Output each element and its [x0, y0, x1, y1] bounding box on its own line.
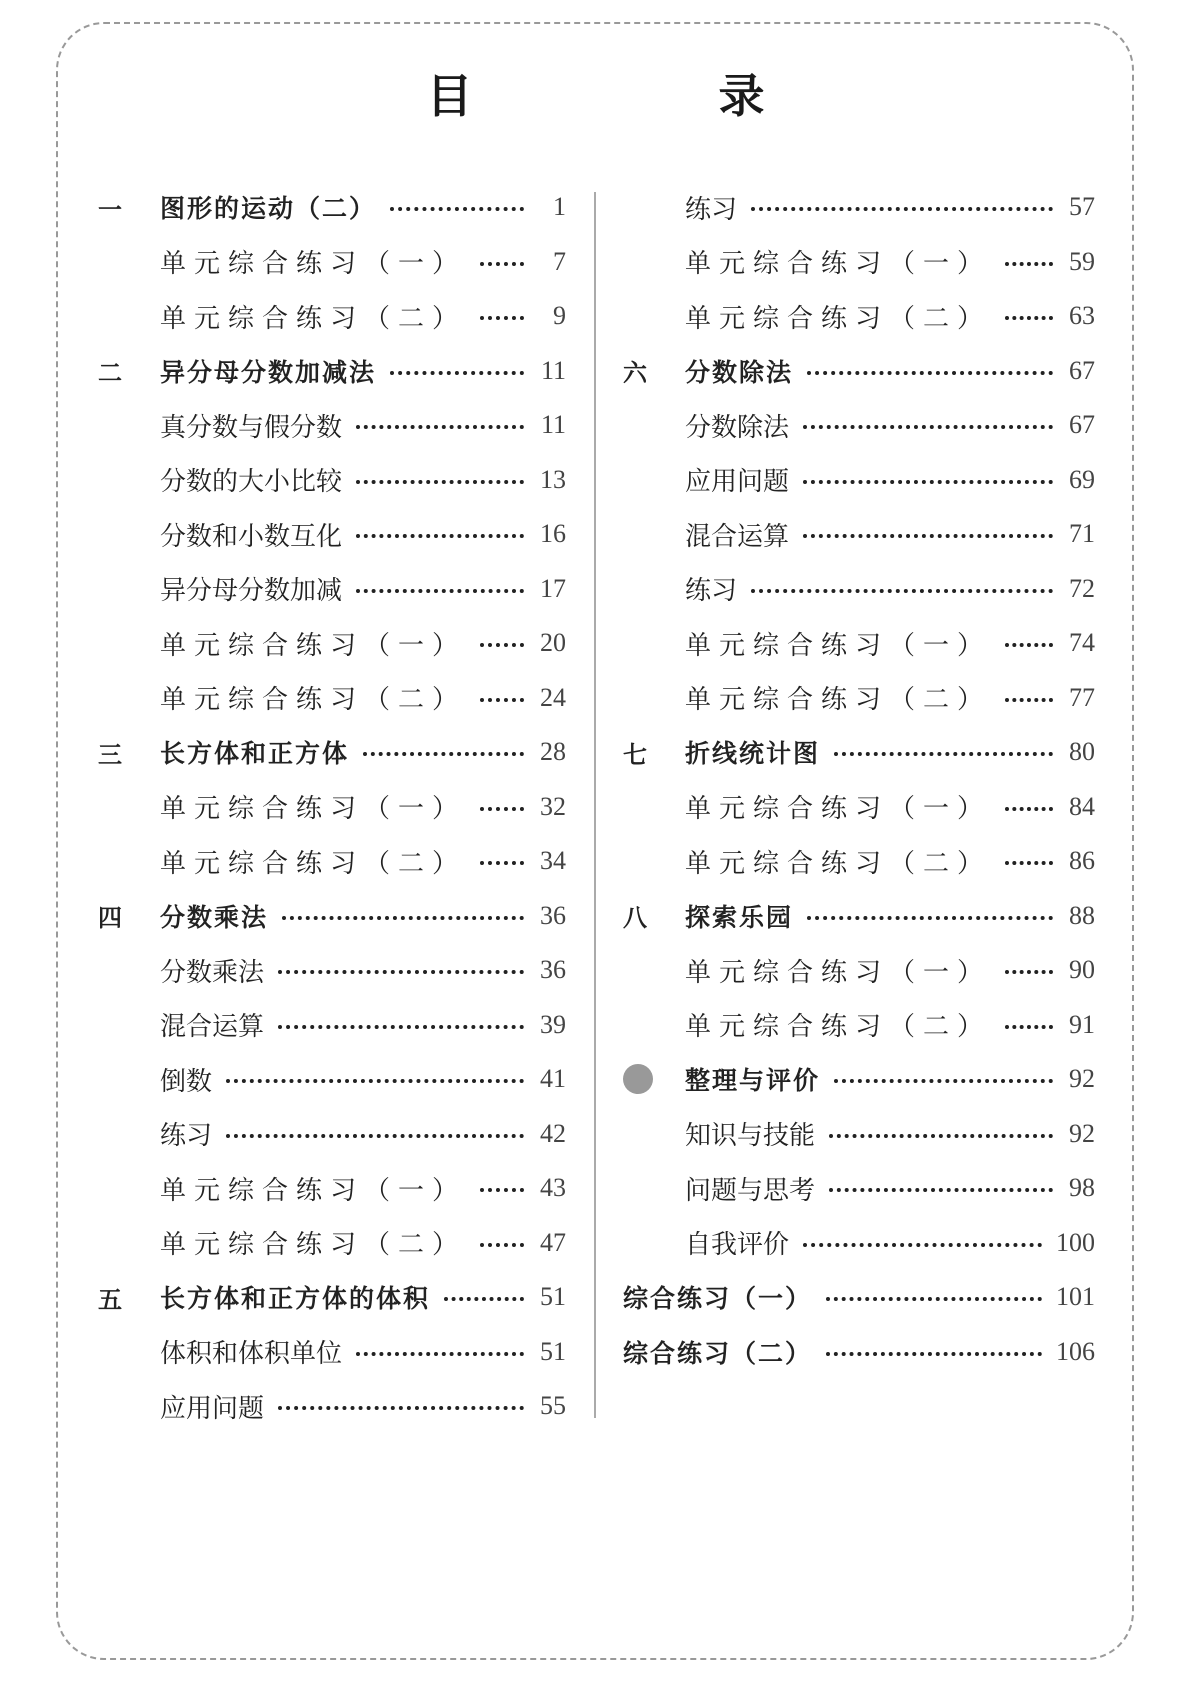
toc-entry[interactable] [98, 344, 566, 399]
leader-dots [834, 1079, 1053, 1083]
entry-title: 混合运算 [160, 1012, 265, 1043]
page-number: 20 [540, 628, 566, 658]
toc-entry[interactable] [98, 453, 566, 508]
leader-dots [1005, 262, 1053, 266]
leader-dots [829, 1188, 1053, 1192]
page-number: 69 [1069, 464, 1095, 494]
page-number: 17 [540, 573, 566, 603]
entry-title: 整理与评价 [685, 1066, 821, 1096]
page-number: 91 [1069, 1009, 1095, 1039]
toc-entry[interactable] [98, 1161, 566, 1216]
toc-entry[interactable] [98, 235, 566, 290]
toc-entry[interactable] [98, 1270, 566, 1325]
page-number: 77 [1069, 682, 1095, 712]
entry-title: 图形的运动（二） [160, 194, 377, 224]
entry-title: 长方体和正方体 [160, 739, 350, 769]
page-number: 86 [1069, 846, 1095, 876]
leader-dots [1005, 807, 1053, 811]
page-number: 101 [1056, 1282, 1095, 1312]
page-number: 32 [540, 791, 566, 821]
page-number: 42 [540, 1118, 566, 1148]
entry-title: 异分母分数加减法 [160, 357, 377, 387]
toc-entry[interactable] [98, 562, 566, 617]
toc-entry[interactable] [98, 180, 566, 235]
toc-entry[interactable] [623, 1161, 1095, 1216]
page-number: 57 [1069, 192, 1095, 222]
toc-entry[interactable] [98, 725, 566, 780]
page-number: 43 [540, 1173, 566, 1203]
page-number: 51 [540, 1282, 566, 1312]
entry-title: 知识与技能 [685, 1121, 816, 1152]
entry-title: 自我评价 [685, 1230, 790, 1261]
leader-dots [1005, 698, 1053, 702]
leader-dots [480, 316, 524, 320]
toc-entry[interactable] [623, 507, 1095, 562]
toc-entry[interactable] [98, 834, 566, 889]
page-number: 92 [1069, 1118, 1095, 1148]
toc-entry[interactable] [98, 616, 566, 671]
entry-title: 单元综合练习（一） [685, 249, 992, 280]
entry-title: 体积和体积单位 [160, 1339, 343, 1370]
entry-title: 单元综合练习（二） [685, 685, 992, 716]
toc-entry[interactable] [623, 780, 1095, 835]
entry-title: 练习 [685, 576, 738, 607]
leader-dots [803, 1243, 1042, 1247]
page-number: 51 [540, 1336, 566, 1366]
leader-dots [1005, 970, 1053, 974]
page-number: 63 [1069, 301, 1095, 331]
toc-entry[interactable] [623, 1107, 1095, 1162]
leader-dots [278, 1025, 524, 1029]
page-number: 13 [540, 464, 566, 494]
entry-title: 单元综合练习（二） [160, 685, 467, 716]
toc-entry[interactable] [98, 289, 566, 344]
toc-entry[interactable] [98, 1379, 566, 1434]
leader-dots [390, 207, 524, 211]
leader-dots [226, 1134, 524, 1138]
page-number: 55 [540, 1391, 566, 1421]
entry-title: 单元综合练习（一） [685, 630, 992, 661]
entry-title: 应用问题 [160, 1393, 265, 1424]
leader-dots [480, 1243, 524, 1247]
entry-title: 综合练习（二） [623, 1338, 813, 1368]
toc-entry[interactable] [623, 943, 1095, 998]
toc-entry[interactable] [623, 344, 1095, 399]
leader-dots [356, 534, 524, 538]
entry-title: 混合运算 [685, 521, 790, 552]
toc-entry[interactable] [98, 1325, 566, 1380]
entry-title: 问题与思考 [685, 1175, 816, 1206]
toc-entry[interactable] [98, 780, 566, 835]
entry-title: 应用问题 [685, 467, 790, 498]
page-number: 1 [553, 192, 566, 222]
toc-entry[interactable] [623, 889, 1095, 944]
toc-entry[interactable] [98, 507, 566, 562]
toc-entry[interactable] [98, 943, 566, 998]
leader-dots [444, 1297, 524, 1301]
toc-entry[interactable] [623, 180, 1095, 235]
entry-title: 练习 [685, 194, 738, 225]
leader-dots [1005, 643, 1053, 647]
leader-dots [480, 698, 524, 702]
toc-entry[interactable] [623, 725, 1095, 780]
page-number: 24 [540, 682, 566, 712]
leader-dots [803, 480, 1053, 484]
toc-entry[interactable] [623, 998, 1095, 1053]
page-number: 11 [540, 410, 566, 440]
entry-title: 探索乐园 [685, 902, 794, 932]
leader-dots [226, 1079, 524, 1083]
leader-dots [480, 807, 524, 811]
leader-dots [356, 425, 524, 429]
page-number: 59 [1069, 246, 1095, 276]
toc-entry[interactable] [98, 998, 566, 1053]
page-number: 80 [1069, 737, 1095, 767]
leader-dots [356, 589, 524, 593]
chapter-number: 二 [98, 359, 122, 388]
entry-title: 单元综合练习（二） [685, 303, 992, 334]
page-number: 84 [1069, 791, 1095, 821]
page-number: 36 [540, 955, 566, 985]
page-number: 41 [540, 1064, 566, 1094]
leader-dots [356, 480, 524, 484]
entry-title: 折线统计图 [685, 739, 821, 769]
page-title: 目 录 [426, 69, 865, 123]
entry-title: 综合练习（一） [623, 1284, 813, 1314]
page-number: 36 [540, 900, 566, 930]
toc-entry[interactable] [623, 235, 1095, 290]
leader-dots [480, 643, 524, 647]
page-number: 72 [1069, 573, 1095, 603]
leader-dots [826, 1297, 1042, 1301]
page-number: 67 [1069, 355, 1095, 385]
toc-entry[interactable] [623, 1216, 1095, 1271]
entry-title: 单元综合练习（一） [160, 1175, 467, 1206]
entry-title: 单元综合练习（一） [160, 249, 467, 280]
chapter-number: 七 [623, 740, 647, 769]
page-number: 16 [540, 519, 566, 549]
page-number: 100 [1056, 1227, 1095, 1257]
entry-title: 分数除法 [685, 357, 794, 387]
toc-entry[interactable] [98, 1107, 566, 1162]
entry-title: 真分数与假分数 [160, 412, 343, 443]
leader-dots [1005, 316, 1053, 320]
entry-title: 倒数 [160, 1066, 213, 1097]
leader-dots [807, 916, 1053, 920]
page-number: 106 [1056, 1336, 1095, 1366]
entry-title: 单元综合练习（二） [160, 848, 467, 879]
toc-right-column [623, 180, 1095, 1379]
leader-dots [363, 752, 524, 756]
toc-entry[interactable] [98, 398, 566, 453]
entry-title: 分数除法 [685, 412, 790, 443]
leader-dots [826, 1352, 1042, 1356]
leader-dots [1005, 861, 1053, 865]
page-number: 98 [1069, 1173, 1095, 1203]
leader-dots [356, 1352, 524, 1356]
page-number: 34 [540, 846, 566, 876]
entry-title: 单元综合练习（一） [160, 794, 467, 825]
toc-entry[interactable] [623, 453, 1095, 508]
column-divider [594, 192, 596, 1418]
page-number: 47 [540, 1227, 566, 1257]
entry-title: 单元综合练习（一） [685, 957, 992, 988]
toc-entry[interactable] [623, 289, 1095, 344]
toc-left-column [98, 180, 566, 1434]
page-number: 9 [553, 301, 566, 331]
entry-title: 异分母分数加减 [160, 576, 343, 607]
toc-entry[interactable] [623, 834, 1095, 889]
leader-dots [1005, 1025, 1053, 1029]
toc-entry[interactable] [98, 671, 566, 726]
entry-title: 分数乘法 [160, 957, 265, 988]
entry-title: 单元综合练习（二） [685, 1012, 992, 1043]
page-number: 28 [540, 737, 566, 767]
leader-dots [751, 207, 1053, 211]
entry-title: 单元综合练习（一） [685, 794, 992, 825]
leader-dots [803, 534, 1053, 538]
toc-entry[interactable] [98, 889, 566, 944]
page-number: 67 [1069, 410, 1095, 440]
entry-title: 分数的大小比较 [160, 467, 343, 498]
leader-dots [829, 1134, 1053, 1138]
leader-dots [480, 1188, 524, 1192]
toc-entry[interactable] [623, 671, 1095, 726]
page-number: 88 [1069, 900, 1095, 930]
leader-dots [751, 589, 1053, 593]
toc-entry[interactable] [623, 616, 1095, 671]
page-number: 92 [1069, 1064, 1095, 1094]
entry-title: 单元综合练习（一） [160, 630, 467, 661]
chapter-number: 三 [98, 740, 122, 769]
entry-title: 单元综合练习（二） [160, 303, 467, 334]
leader-dots [807, 371, 1053, 375]
entry-title: 分数和小数互化 [160, 521, 343, 552]
leader-dots [278, 1406, 524, 1410]
entry-title: 分数乘法 [160, 902, 269, 932]
bullet-icon [623, 1064, 653, 1094]
toc-entry[interactable] [623, 1052, 1095, 1107]
leader-dots [278, 970, 524, 974]
toc-entry[interactable] [623, 1325, 1095, 1380]
chapter-number: 五 [98, 1285, 122, 1314]
toc-entry[interactable] [98, 1052, 566, 1107]
page-number: 11 [540, 355, 566, 385]
entry-title: 长方体和正方体的体积 [160, 1284, 431, 1314]
entry-title: 单元综合练习（二） [685, 848, 992, 879]
leader-dots [282, 916, 524, 920]
leader-dots [390, 371, 524, 375]
page-number: 90 [1069, 955, 1095, 985]
leader-dots [480, 262, 524, 266]
page-number: 71 [1069, 519, 1095, 549]
leader-dots [480, 861, 524, 865]
entry-title: 单元综合练习（二） [160, 1230, 467, 1261]
chapter-number: 六 [623, 359, 647, 388]
leader-dots [803, 425, 1053, 429]
entry-title: 练习 [160, 1121, 213, 1152]
chapter-number: 一 [98, 195, 122, 224]
page-number: 7 [553, 246, 566, 276]
toc-entry[interactable] [98, 1216, 566, 1271]
leader-dots [834, 752, 1053, 756]
chapter-number: 八 [623, 904, 647, 933]
chapter-number: 四 [98, 904, 122, 933]
page-number: 74 [1069, 628, 1095, 658]
toc-entry[interactable] [623, 562, 1095, 617]
toc-entry[interactable] [623, 1270, 1095, 1325]
page-number: 39 [540, 1009, 566, 1039]
toc-entry[interactable] [623, 398, 1095, 453]
